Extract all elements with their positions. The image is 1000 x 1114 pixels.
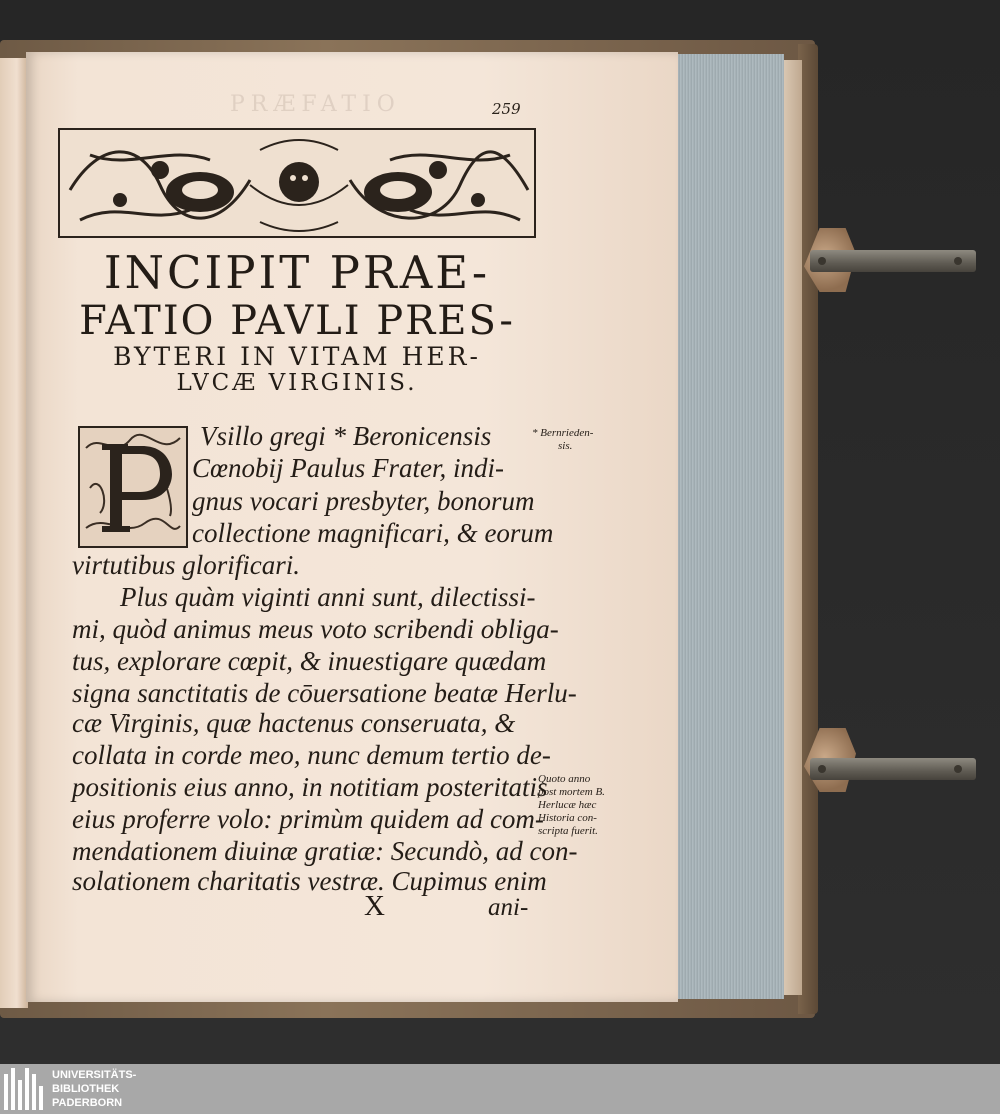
footer-bar [0, 1064, 1000, 1114]
body-line-9: signa sanctitatis de cōuersatione beatæ Herlu- [72, 678, 577, 708]
margin-note-2-line: post mortem B. [538, 786, 605, 798]
heading-line-3: BYTERI IN VITAM HER- [113, 342, 481, 371]
body-line-4: collectione magnificari, & eorum [192, 518, 554, 548]
heading-line-4: LVCÆ VIRGINIS. [176, 370, 418, 396]
ornament-woodcut-icon [58, 128, 536, 238]
library-name-line: BIBLIOTHEK [52, 1083, 120, 1095]
margin-note-1 [532, 427, 593, 453]
show-through-text: PRÆFATIO [230, 92, 401, 117]
margin-note-2-line: Historia con- [538, 812, 597, 824]
margin-note-2-line: Herlucæ hæc [538, 799, 597, 811]
margin-note-2-line: Quoto anno [538, 773, 591, 785]
margin-note-1-line: sis. [558, 440, 573, 452]
body-line-13: eius proferre volo: primùm quidem ad com- [72, 804, 544, 834]
body-line-12: positionis eius anno, in notitiam posteritatis [72, 772, 548, 802]
body-line-14: mendationem diuinæ gratiæ: Secundò, ad con- [72, 836, 578, 866]
library-name-line: UNIVERSITÄTS- [52, 1069, 137, 1081]
body-line-1: Vsillo gregi * Beronicensis [200, 421, 492, 451]
margin-note-2 [538, 773, 605, 838]
body-line-5: virtutibus glorificari. [72, 550, 301, 580]
book-block-edge [666, 54, 784, 999]
signature-mark: X [364, 890, 385, 922]
body-line-3: gnus vocari presbyter, bonorum [192, 486, 535, 516]
library-logo-icon [4, 1068, 46, 1110]
lower-clasp [804, 728, 976, 792]
body-line-2: Cœnobij Paulus Frater, indi- [192, 453, 505, 483]
library-name [52, 1068, 136, 1110]
body-line-7: mi, quòd animus meus voto scribendi obliga- [72, 614, 559, 644]
body-line-11: collata in corde meo, nunc demum tertio de- [72, 740, 551, 770]
body-line-6: Plus quàm viginti anni sunt, dilectissi- [120, 582, 536, 612]
page-number: 259 [492, 100, 521, 118]
body-line-15: solationem charitatis vestræ. Cupimus enim [72, 866, 547, 896]
library-name-line: PADERBORN [52, 1097, 123, 1109]
page-edge-right [784, 60, 802, 995]
upper-clasp [804, 228, 976, 292]
heading-line-1: INCIPIT PRAE- [103, 246, 491, 299]
body-line-10: cæ Virginis, quæ hactenus conseruata, & [72, 708, 516, 738]
dropcap-p-icon [78, 426, 188, 548]
catchword: ani- [488, 894, 529, 921]
margin-note-1-line: * Bernrieden- [532, 427, 594, 439]
margin-note-2-line: scripta fuerit. [538, 825, 598, 837]
facing-page-edge [0, 58, 28, 1008]
heading-line-2: FATIO PAVLI PRES- [79, 298, 515, 344]
body-line-8: tus, explorare cœpit, & inuestigare quædam [72, 646, 547, 676]
